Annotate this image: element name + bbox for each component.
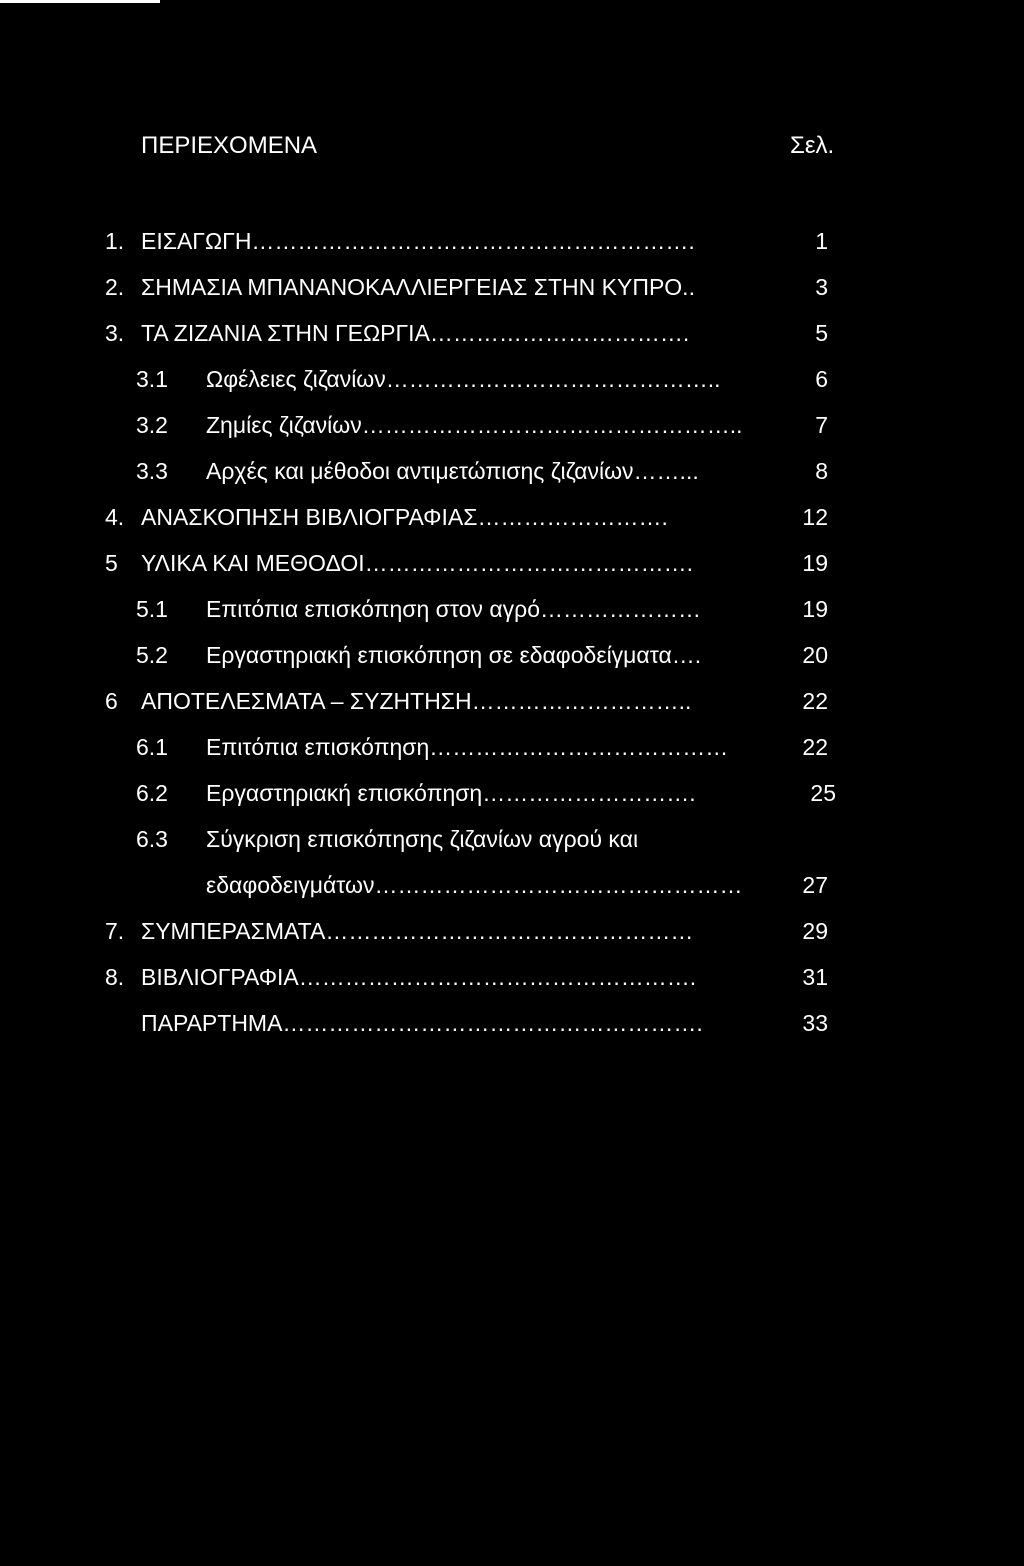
page-column-label: Σελ.	[790, 132, 835, 159]
entry-label: Ζημίες ζιζανίων…………………………………………..	[206, 412, 743, 438]
toc-entry[interactable]	[0, 1000, 1024, 1046]
entry-label: Επιτόπια επισκόπηση στον αγρό…………………	[206, 596, 701, 622]
entry-page: 20	[802, 642, 828, 668]
toc-entry[interactable]	[0, 586, 1024, 632]
entry-number: 6	[105, 688, 118, 714]
toc-entry[interactable]	[0, 264, 1024, 310]
entry-label: ΥΛΙΚΑ ΚΑΙ ΜΕΘΟΔΟΙ…………………………………….	[141, 550, 693, 576]
entry-number: 3.	[105, 320, 125, 346]
toc-entry[interactable]	[0, 678, 1024, 724]
entry-page: 8	[815, 458, 828, 484]
entry-number: 6.2	[136, 780, 168, 806]
entry-label: ΣΗΜΑΣΙΑ ΜΠΑΝΑΝΟΚΑΛΛΙΕΡΓΕΙΑΣ ΣΤΗΝ ΚΥΠΡΟ..	[141, 274, 695, 300]
toc-entry[interactable]	[0, 494, 1024, 540]
toc-entry[interactable]	[0, 908, 1024, 954]
top-rule	[0, 0, 160, 3]
entry-label: εδαφοδειγμάτων…………………………………………	[206, 872, 743, 898]
entry-page: 31	[802, 964, 828, 990]
entry-page: 6	[815, 366, 828, 392]
entry-label: Σύγκριση επισκόπησης ζιζανίων αγρού και	[206, 826, 639, 852]
entry-page: 22	[802, 688, 828, 714]
entry-number: 5.2	[136, 642, 168, 668]
toc-entry[interactable]	[0, 310, 1024, 356]
entry-page: 1	[815, 228, 828, 254]
entry-number: 3.3	[136, 458, 168, 484]
toc-entry[interactable]	[0, 724, 1024, 770]
toc-entry[interactable]	[0, 448, 1024, 494]
entry-page: 7	[815, 412, 828, 438]
entry-label: ΤΑ ΖΙΖΑΝΙΑ ΣΤΗΝ ΓΕΩΡΓΙΑ…………………………….	[141, 320, 690, 346]
entry-page: 3	[815, 274, 828, 300]
entry-page: 19	[802, 550, 828, 576]
entry-page: 5	[815, 320, 828, 346]
entry-label: ΣΥΜΠΕΡΑΣΜΑΤΑ…………………………………………	[141, 918, 694, 944]
toc-list	[0, 218, 1024, 1046]
entry-page: 25	[810, 780, 836, 806]
entry-label: Αρχές και μέθοδοι αντιμετώπισης ζιζανίων……...	[206, 458, 699, 484]
entry-label: Ωφέλειες ζιζανίων……………………………………..	[206, 366, 721, 392]
entry-number: 5	[105, 550, 118, 576]
entry-label: Επιτόπια επισκόπηση…………………………………	[206, 734, 729, 760]
toc-entry-continuation[interactable]	[0, 862, 1024, 908]
entry-label: ΠΑΡΑΡΤΗΜΑ……………………………………………….	[141, 1010, 703, 1036]
toc-title: ΠΕΡΙΕΧΟΜΕΝΑ	[141, 132, 318, 159]
entry-number: 3.2	[136, 412, 168, 438]
entry-page: 12	[802, 504, 828, 530]
toc-entry[interactable]	[0, 632, 1024, 678]
toc-entry[interactable]	[0, 218, 1024, 264]
entry-page: 27	[802, 872, 828, 898]
toc-entry[interactable]	[0, 402, 1024, 448]
entry-number: 4.	[105, 504, 125, 530]
entry-page: 29	[802, 918, 828, 944]
toc-entry[interactable]	[0, 816, 1024, 862]
entry-number: 6.1	[136, 734, 168, 760]
toc-entry[interactable]	[0, 954, 1024, 1000]
entry-page: 22	[802, 734, 828, 760]
entry-label: ΕΙΣΑΓΩΓΗ………………………………………………….	[141, 228, 695, 254]
entry-number: 1.	[105, 228, 125, 254]
entry-number: 2.	[105, 274, 125, 300]
entry-label: Εργαστηριακή επισκόπηση σε εδαφοδείγματα….	[206, 642, 702, 668]
entry-page: 19	[802, 596, 828, 622]
entry-label: ΒΙΒΛΙΟΓΡΑΦΙΑ…………………………………………….	[141, 964, 697, 990]
toc-entry[interactable]	[0, 540, 1024, 586]
entry-page: 33	[802, 1010, 828, 1036]
entry-label: ΑΝΑΣΚΟΠΗΣΗ ΒΙΒΛΙΟΓΡΑΦΙΑΣ…………………….	[141, 504, 668, 530]
entry-number: 7.	[105, 918, 125, 944]
entry-number: 8.	[105, 964, 125, 990]
entry-number: 3.1	[136, 366, 168, 392]
entry-number: 6.3	[136, 826, 168, 852]
toc-header	[0, 128, 1024, 168]
toc-entry[interactable]	[0, 356, 1024, 402]
toc-entry[interactable]	[0, 770, 1024, 816]
entry-number: 5.1	[136, 596, 168, 622]
entry-label: ΑΠΟΤΕΛΕΣΜΑΤΑ – ΣΥΖΗΤΗΣΗ………………………..	[141, 688, 692, 714]
entry-label: Εργαστηριακή επισκόπηση……………………….	[206, 780, 696, 806]
